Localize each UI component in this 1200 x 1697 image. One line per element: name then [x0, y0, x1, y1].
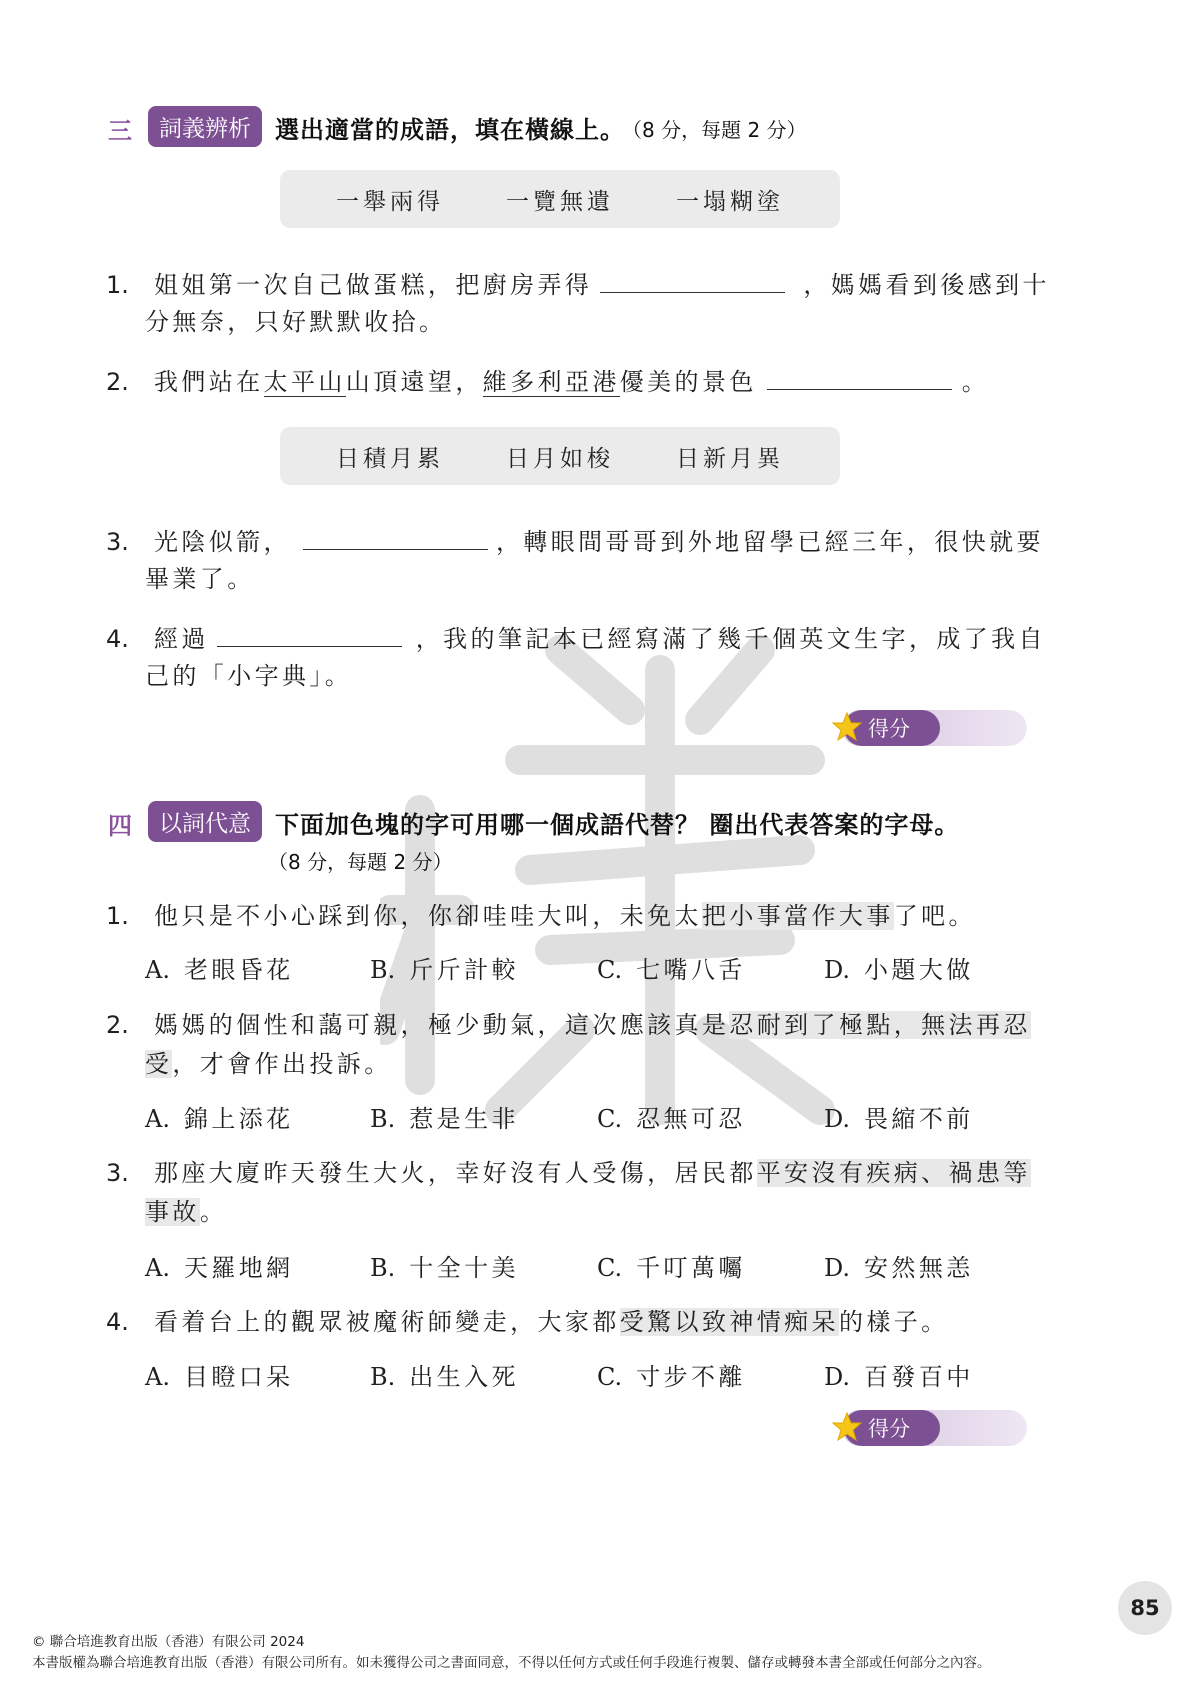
footer-rights: 本書版權為聯合培進教育出版（香港）有限公司所有。如未獲得公司之書面同意，不得以任何方式或任何手段進行複製、儲存或轉發本書全部或任何部分之內容。	[32, 1655, 991, 1671]
idiom-option: 一舉兩得	[336, 188, 444, 215]
answer-blank[interactable]	[600, 262, 785, 293]
score-box[interactable]	[832, 1410, 1027, 1446]
section4-title: 下面加色塊的字可用哪一個成語代替？ 圈出代表答案的字母。	[275, 811, 960, 839]
s3-question-1: 1. 姐姐第一次自己做蛋糕，把廚房弄得 ，媽媽看到後感到十	[106, 262, 1050, 306]
section3-title: 選出適當的成語，填在橫線上。	[275, 116, 625, 144]
option-d[interactable]: D. 安然無恙	[824, 1254, 974, 1282]
option-c[interactable]: C. 七嘴八舌	[597, 956, 746, 984]
answer-blank[interactable]	[217, 616, 402, 647]
option-d[interactable]: D. 畏縮不前	[824, 1105, 974, 1133]
option-a[interactable]: A. 老眼昏花	[145, 956, 294, 984]
section3-number: 三	[108, 116, 132, 145]
footer-copyright: © 聯合培進教育出版（香港）有限公司 2024	[32, 1634, 305, 1650]
section3-tag: 詞義辨析	[148, 106, 262, 147]
section4-points: （8 分，每題 2 分）	[268, 850, 453, 874]
score-label: 得分	[868, 1417, 910, 1441]
option-b[interactable]: B. 十全十美	[370, 1254, 519, 1282]
highlight-phrase: 把小事當作大事	[701, 902, 894, 930]
s3-question-4-cont: 己的「小字典」。	[145, 662, 353, 690]
option-a[interactable]: A. 目瞪口呆	[145, 1363, 294, 1391]
s4-question-1: 1. 他只是不小心踩到你，你卻哇哇大叫，未免太把小事當作大事了吧。	[106, 902, 976, 930]
answer-blank[interactable]	[303, 519, 488, 550]
idiom-option: 一塌糊塗	[676, 188, 784, 215]
idiom-option: 日新月異	[676, 445, 784, 472]
option-b[interactable]: B. 出生入死	[370, 1363, 519, 1391]
option-c[interactable]: C. 寸步不離	[597, 1363, 746, 1391]
s3-question-3-cont: 畢業了。	[145, 565, 255, 593]
idiom-option: 一覽無遺	[506, 188, 614, 215]
s3-question-1-cont: 分無奈，只好默默收拾。	[145, 308, 447, 336]
idiom-box-2	[280, 427, 840, 485]
score-label: 得分	[868, 717, 910, 741]
section3-points: （8 分，每題 2 分）	[622, 118, 807, 142]
star-icon	[832, 1412, 862, 1442]
highlight-phrase: 事故	[145, 1198, 200, 1226]
answer-blank[interactable]	[767, 359, 952, 390]
option-b[interactable]: B. 斤斤計較	[370, 956, 519, 984]
star-icon	[832, 712, 862, 742]
s4-question-4: 4. 看着台上的觀眾被魔術師變走，大家都受驚以致神情痴呆的樣子。	[106, 1308, 949, 1336]
option-b[interactable]: B. 惹是生非	[370, 1105, 519, 1133]
option-c[interactable]: C. 忍無可忍	[597, 1105, 746, 1133]
idiom-option: 日積月累	[336, 445, 444, 472]
s4-question-3: 3. 那座大廈昨天發生大火，幸好沒有人受傷，居民都平安沒有疾病、禍患等	[106, 1159, 1031, 1187]
page-number: 85	[1118, 1581, 1172, 1635]
option-a[interactable]: A. 錦上添花	[145, 1105, 294, 1133]
highlight-phrase: 受驚以致神情痴呆	[619, 1308, 839, 1336]
option-c[interactable]: C. 千叮萬囑	[597, 1254, 746, 1282]
section4-number: 四	[108, 811, 132, 840]
idiom-option: 日月如梭	[506, 445, 614, 472]
s4-question-3-cont: 事故。	[145, 1198, 228, 1226]
score-box[interactable]	[832, 710, 1027, 746]
s3-question-2: 2. 我們站在太平山山頂遠望，維多利亞港優美的景色 。	[106, 359, 989, 403]
option-a[interactable]: A. 天羅地網	[145, 1254, 294, 1282]
highlight-phrase: 忍耐到了極點，無法再忍	[729, 1011, 1031, 1039]
s4-question-2-cont: 受，才會作出投訴。	[145, 1050, 392, 1078]
option-d[interactable]: D. 百發百中	[824, 1363, 974, 1391]
idiom-box-1	[280, 170, 840, 228]
highlight-phrase: 受	[145, 1050, 173, 1078]
s3-question-4: 4. 經過 ，我的筆記本已經寫滿了幾千個英文生字，成了我自	[106, 616, 1046, 660]
section4-tag: 以詞代意	[148, 801, 262, 842]
option-d[interactable]: D. 小題大做	[824, 956, 974, 984]
highlight-phrase: 平安沒有疾病、禍患等	[756, 1159, 1031, 1187]
s4-question-2: 2. 媽媽的個性和藹可親，極少動氣，這次應該真是忍耐到了極點，無法再忍	[106, 1011, 1031, 1039]
s3-question-3: 3. 光陰似箭， ，轉眼間哥哥到外地留學已經三年，很快就要	[106, 519, 1044, 563]
